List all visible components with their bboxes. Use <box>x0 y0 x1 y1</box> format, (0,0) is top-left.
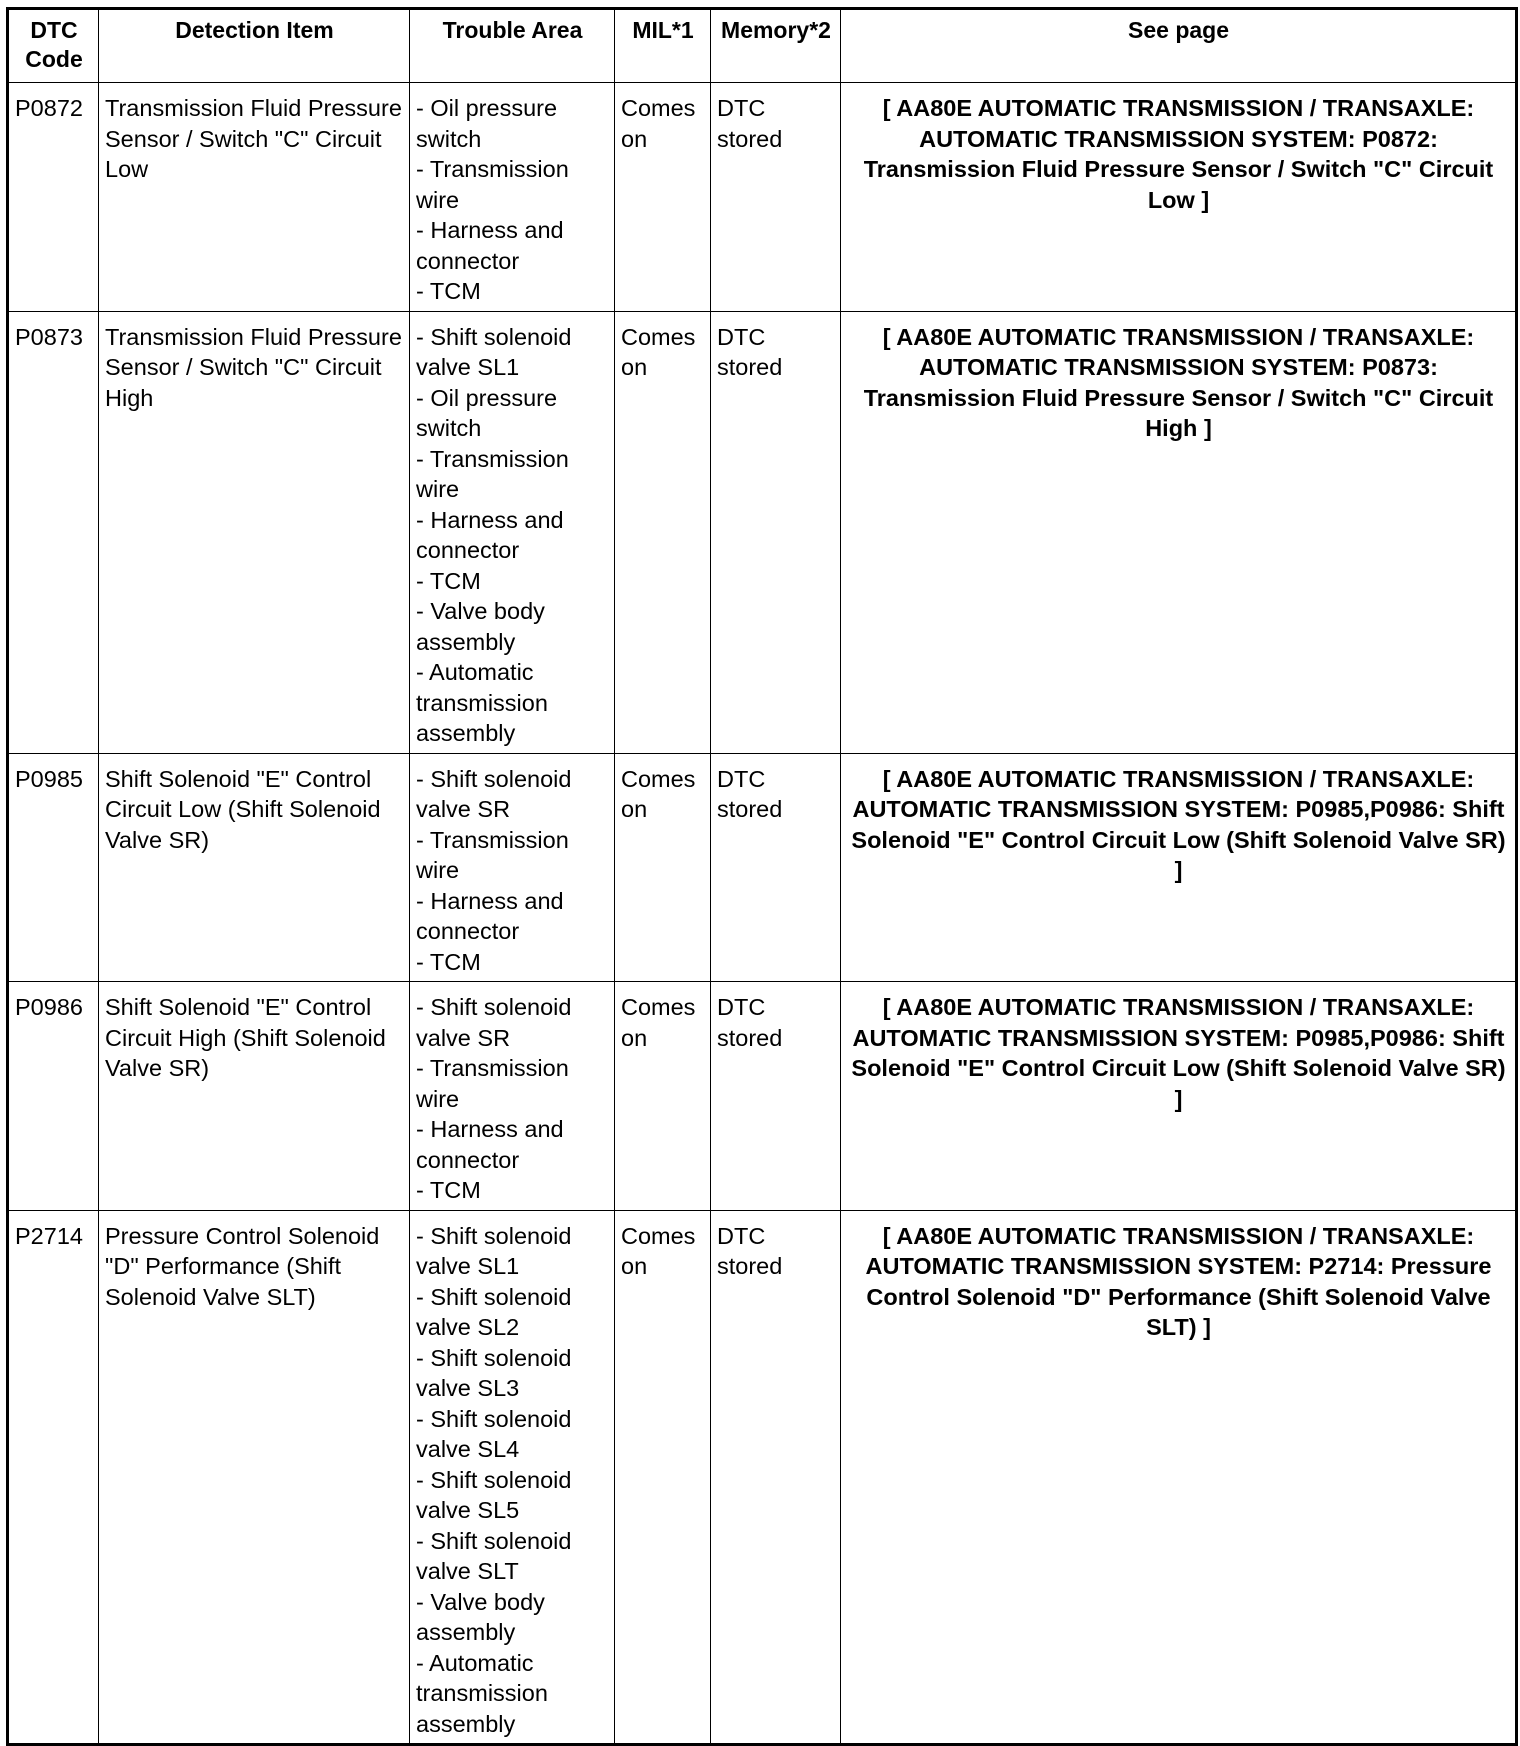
header-memory: Memory*2 <box>711 9 841 83</box>
trouble-area-cell <box>410 311 615 753</box>
dtc-code-cell: P0986 <box>8 982 99 1211</box>
trouble-area-item: - Harness and connector <box>416 217 564 274</box>
table-row <box>8 83 1517 312</box>
trouble-area-item: - Valve body assembly <box>416 598 545 655</box>
trouble-area-item: - Harness and connector <box>416 506 564 563</box>
detection-item-cell: Shift Solenoid "E" Control Circuit High (Shift Solenoid Valve SR) <box>99 982 410 1211</box>
dtc-code-cell: P0872 <box>8 83 99 312</box>
header-trouble-area: Trouble Area <box>410 9 615 83</box>
trouble-area-item: - Shift solenoid valve SL3 <box>416 1344 572 1401</box>
see-page-link: [ AA80E AUTOMATIC TRANSMISSION / TRANSAXLE: AUTOMATIC TRANSMISSION SYSTEM: P0873: Transmission Fluid Pressure Sensor / Switch "C" Circuit High ] <box>841 311 1517 753</box>
trouble-area-item: - TCM <box>416 278 481 304</box>
dtc-code-cell: P0985 <box>8 753 99 982</box>
table-row <box>8 311 1517 753</box>
table-row <box>8 982 1517 1211</box>
memory-cell: DTC stored <box>711 982 841 1211</box>
memory-cell: DTC stored <box>711 753 841 982</box>
trouble-area-item: - TCM <box>416 1177 481 1203</box>
mil-cell: Comes on <box>615 311 711 753</box>
mil-cell: Comes on <box>615 83 711 312</box>
see-page-link: [ AA80E AUTOMATIC TRANSMISSION / TRANSAXLE: AUTOMATIC TRANSMISSION SYSTEM: P0985,P0986: Shift Solenoid "E" Control Circuit Low (Shift Solenoid Valve SR) ] <box>841 982 1517 1211</box>
dtc-code-cell: P0873 <box>8 311 99 753</box>
header-see-page: See page <box>841 9 1517 83</box>
trouble-area-item: - Harness and connector <box>416 887 564 944</box>
table-row <box>8 1210 1517 1745</box>
trouble-area-item: - Shift solenoid valve SLT <box>416 1527 572 1584</box>
trouble-area-cell <box>410 753 615 982</box>
trouble-area-item: - TCM <box>416 948 481 975</box>
trouble-area-item: - Transmission wire <box>416 1055 569 1112</box>
mil-cell: Comes on <box>615 753 711 982</box>
detection-item-cell: Transmission Fluid Pressure Sensor / Switch "C" Circuit High <box>99 311 410 753</box>
trouble-area-item: - Transmission wire <box>416 445 569 502</box>
detection-item-cell: Shift Solenoid "E" Control Circuit Low (Shift Solenoid Valve SR) <box>99 753 410 982</box>
trouble-area-item: - Shift solenoid valve SL1 <box>416 323 572 380</box>
trouble-area-item: - Transmission wire <box>416 156 569 213</box>
memory-cell: DTC stored <box>711 83 841 312</box>
header-row <box>8 9 1517 83</box>
trouble-area-item: - Oil pressure switch <box>416 384 558 441</box>
trouble-area-item: - Shift solenoid valve SR <box>416 994 572 1051</box>
trouble-area-item: - Shift solenoid valve SL4 <box>416 1405 572 1462</box>
header-mil: MIL*1 <box>615 9 711 83</box>
trouble-area-item: - Shift solenoid valve SL1 <box>416 1222 572 1279</box>
see-page-link: [ AA80E AUTOMATIC TRANSMISSION / TRANSAXLE: AUTOMATIC TRANSMISSION SYSTEM: P0985,P0986: Shift Solenoid "E" Control Circuit Low (Shift Solenoid Valve SR) ] <box>841 753 1517 982</box>
dtc-table <box>6 7 1518 1746</box>
detection-item-cell: Pressure Control Solenoid "D" Performance (Shift Solenoid Valve SLT) <box>99 1210 410 1745</box>
memory-cell: DTC stored <box>711 1210 841 1745</box>
trouble-area-item: - Transmission wire <box>416 826 569 883</box>
mil-cell: Comes on <box>615 1210 711 1745</box>
header-detection-item: Detection Item <box>99 9 410 83</box>
trouble-area-cell <box>410 1210 615 1745</box>
detection-item-cell: Transmission Fluid Pressure Sensor / Switch "C" Circuit Low <box>99 83 410 312</box>
trouble-area-item: - Valve body assembly <box>416 1588 545 1645</box>
see-page-link: [ AA80E AUTOMATIC TRANSMISSION / TRANSAXLE: AUTOMATIC TRANSMISSION SYSTEM: P2714: Pressure Control Solenoid "D" Performance (Shift Solenoid Valve SLT) ] <box>841 1210 1517 1745</box>
trouble-area-item: - Harness and connector <box>416 1116 564 1173</box>
memory-cell: DTC stored <box>711 311 841 753</box>
header-dtc-code: DTC Code <box>8 9 99 83</box>
table-row <box>8 753 1517 982</box>
trouble-area-item: - Shift solenoid valve SL5 <box>416 1466 572 1523</box>
trouble-area-item: - TCM <box>416 567 481 594</box>
trouble-area-item: - Automatic transmission assembly <box>416 659 548 746</box>
trouble-area-cell <box>410 83 615 312</box>
trouble-area-item: - Shift solenoid valve SR <box>416 765 572 822</box>
trouble-area-cell <box>410 982 615 1211</box>
dtc-code-cell: P2714 <box>8 1210 99 1745</box>
see-page-link: [ AA80E AUTOMATIC TRANSMISSION / TRANSAXLE: AUTOMATIC TRANSMISSION SYSTEM: P0872: Transmission Fluid Pressure Sensor / Switch "C" Circuit Low ] <box>841 83 1517 312</box>
mil-cell: Comes on <box>615 982 711 1211</box>
trouble-area-item: - Shift solenoid valve SL2 <box>416 1283 572 1340</box>
trouble-area-item: - Oil pressure switch <box>416 95 558 152</box>
trouble-area-item: - Automatic transmission assembly <box>416 1649 548 1737</box>
